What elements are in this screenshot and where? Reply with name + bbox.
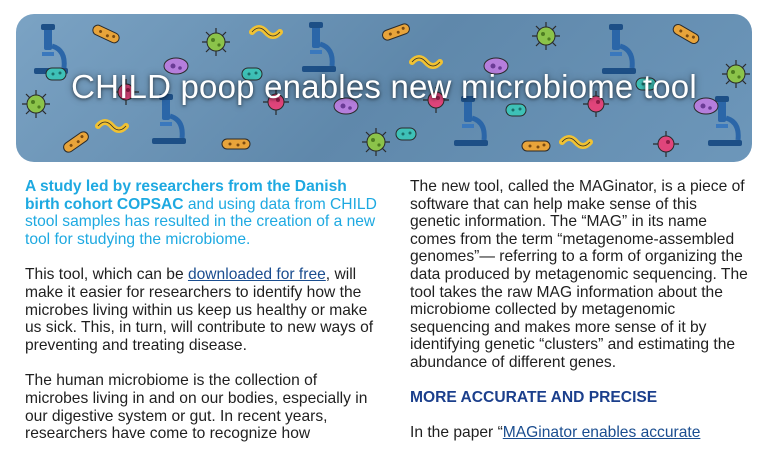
- body-paragraph-tool: [25, 266, 380, 354]
- article-left-column: [25, 178, 380, 461]
- lead-bold-text: A study led by researchers from the Danish birth cohort COPSAC: [25, 178, 347, 213]
- hero-banner: [16, 14, 752, 162]
- paper-link[interactable]: MAGinator enables accurate: [502, 424, 701, 442]
- lead-text: and using data from CHILD stool samples has resulted in the creation of a new tool for studying the microbiome.: [25, 195, 377, 248]
- lead-paragraph: [25, 178, 380, 248]
- p-paper-start: In the paper “: [410, 424, 503, 442]
- article-right-column: [410, 178, 750, 460]
- body-paragraph-microbiome: The human microbiome is the collection of microbes living in and on our bodies, especially in our digestive system or gut. In recent years, researchers have come to recognize how: [25, 372, 368, 443]
- section-heading: MORE ACCURATE AND PRECISE: [410, 388, 658, 406]
- body-paragraph-paper: [410, 424, 750, 442]
- p2-text-end: , will make it easier for researchers to identify how the microbes living within us keep us healthy or make us sick. This, in turn, will contribute to new ways of preventing and treating disease.: [25, 266, 374, 354]
- banner-title: CHILD poop enables new microbiome tool: [71, 68, 697, 105]
- body-paragraph-maginator: The new tool, called the MAGinator, is a piece of software that can help make sense of this genetic information. The “MAG” in its name comes from the term “metagenome-assembled genomes”— referring to a form of organizing the data produced by metagenomic sequencing. The tool takes the raw MAG information about the microbiome collected by metagenomic sequencing and makes more sense of it by identifying genetic “clusters” and estimating the abundance of different genes.: [410, 178, 748, 371]
- download-link[interactable]: downloaded for free: [187, 266, 326, 284]
- p2-text-start: This tool, which can be: [25, 266, 188, 284]
